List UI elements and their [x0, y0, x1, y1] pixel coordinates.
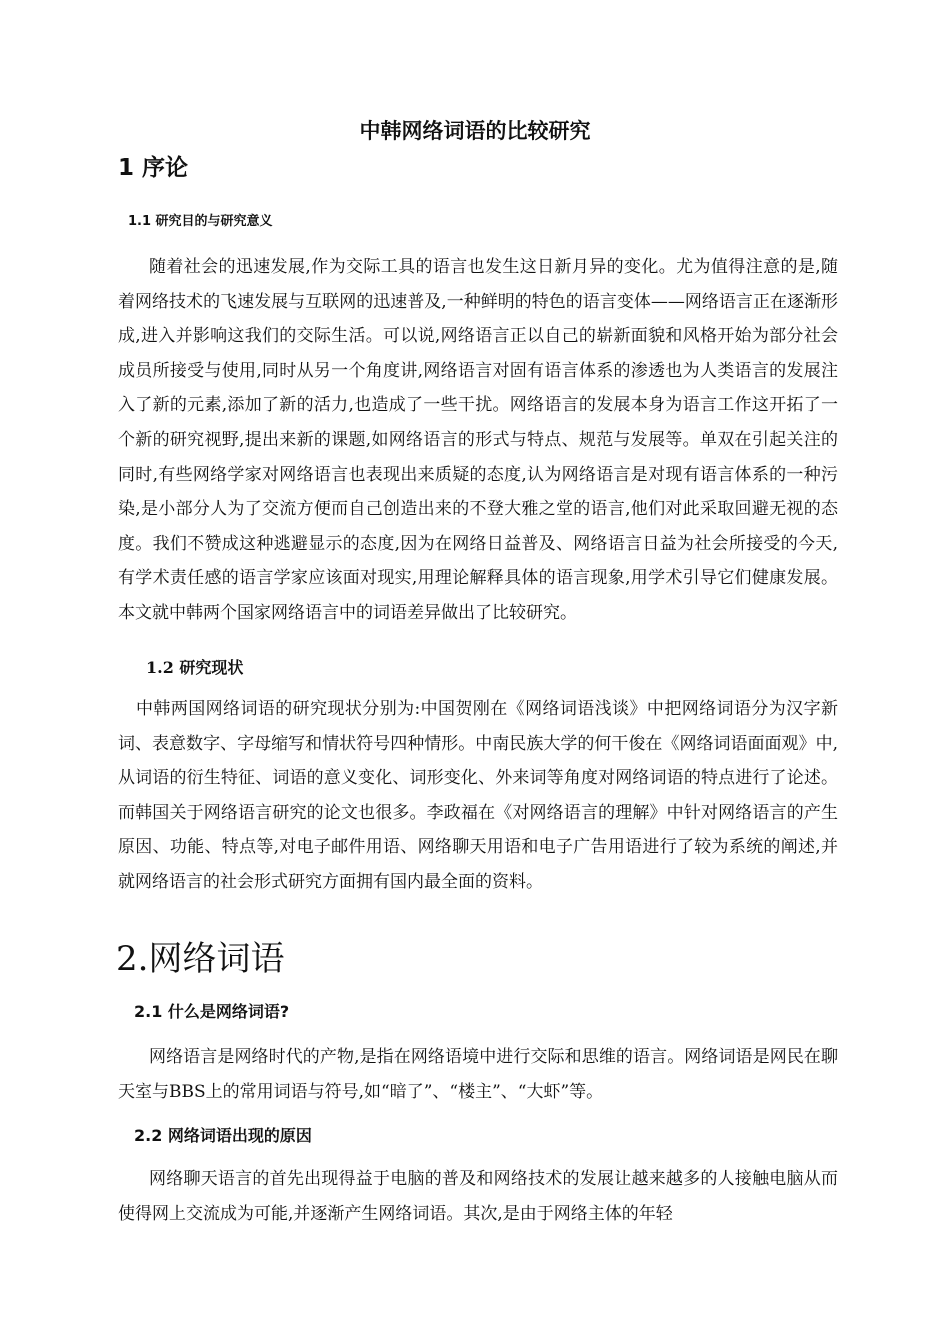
section-2-heading: 2.网络词语: [116, 939, 285, 979]
section-1-1-heading: 1.1 研究目的与研究意义: [128, 214, 273, 229]
section-2-1-heading: 2.1 什么是网络词语?: [134, 1002, 290, 1021]
section-2-2-paragraph: 网络聊天语言的首先出现得益于电脑的普及和网络技术的发展让越来越多的人接触电脑从而使得网上交流成为可能,并逐渐产生网络词语。其次,是由于网络主体的年轻: [118, 1169, 838, 1224]
document-title: 中韩网络词语的比较研究: [359, 119, 591, 143]
section-2-1-paragraph: 网络语言是网络时代的产物,是指在网络语境中进行交际和思维的语言。网络词语是网民在聊天室与BBS上的常用词语与符号,如“暗了”、“楼主”、“大虾”等。: [118, 1047, 838, 1102]
section-1-2-paragraph: 中韩两国网络词语的研究现状分别为:中国贺刚在《网络词语浅谈》中把网络词语分为汉字新词、表意数字、字母缩写和情状符号四种情形。中南民族大学的何干俊在《网络词语面面观》中,从词语的衍生特征、词语的意义变化、词形变化、外来词等角度对网络词语的特点进行了论述。而韩国关于网络语言研究的论文也很多。李政福在《对网络语言的理解》中针对网络语言的产生原因、功能、特点等,对电子邮件用语、网络聊天用语和电子广告用语进行了较为系统的阐述,并就网络语言的社会形式研究方面拥有国内最全面的资料。: [118, 699, 838, 892]
section-1-2-heading: 1.2 研究现状: [146, 658, 244, 677]
section-1-heading: 1 序论: [118, 155, 189, 181]
section-2-2-heading: 2.2 网络词语出现的原因: [134, 1126, 312, 1145]
section-1-1-paragraph: 随着社会的迅速发展,作为交际工具的语言也发生这日新月异的变化。尤为值得注意的是,随着网络技术的飞速发展与互联网的迅速普及,一种鲜明的特色的语言变体——网络语言正在逐渐形成,进入并影响这我们的交际生活。可以说,网络语言正以自己的崭新面貌和风格开始为部分社会成员所接受与使用,同时从另一个角度讲,网络语言对固有语言体系的渗透也为人类语言的发展注入了新的元素,添加了新的活力,也造成了一些干扰。网络语言的发展本身为语言工作这开拓了一个新的研究视野,提出来新的课题,如网络语言的形式与特点、规范与发展等。单双在引起关注的同时,有些网络学家对网络语言也表现出来质疑的态度,认为网络语言是对现有语言体系的一种污染,是小部分人为了交流方便而自己创造出来的不登大雅之堂的语言,他们对此采取回避无视的态度。我们不赞成这种逃避显示的态度,因为在网络日益普及、网络语言日益为社会所接受的今天,有学术责任感的语言学家应该面对现实,用理论解释具体的语言现象,用学术引导它们健康发展。本文就中韩两个国家网络语言中的词语差异做出了比较研究。: [118, 257, 838, 623]
